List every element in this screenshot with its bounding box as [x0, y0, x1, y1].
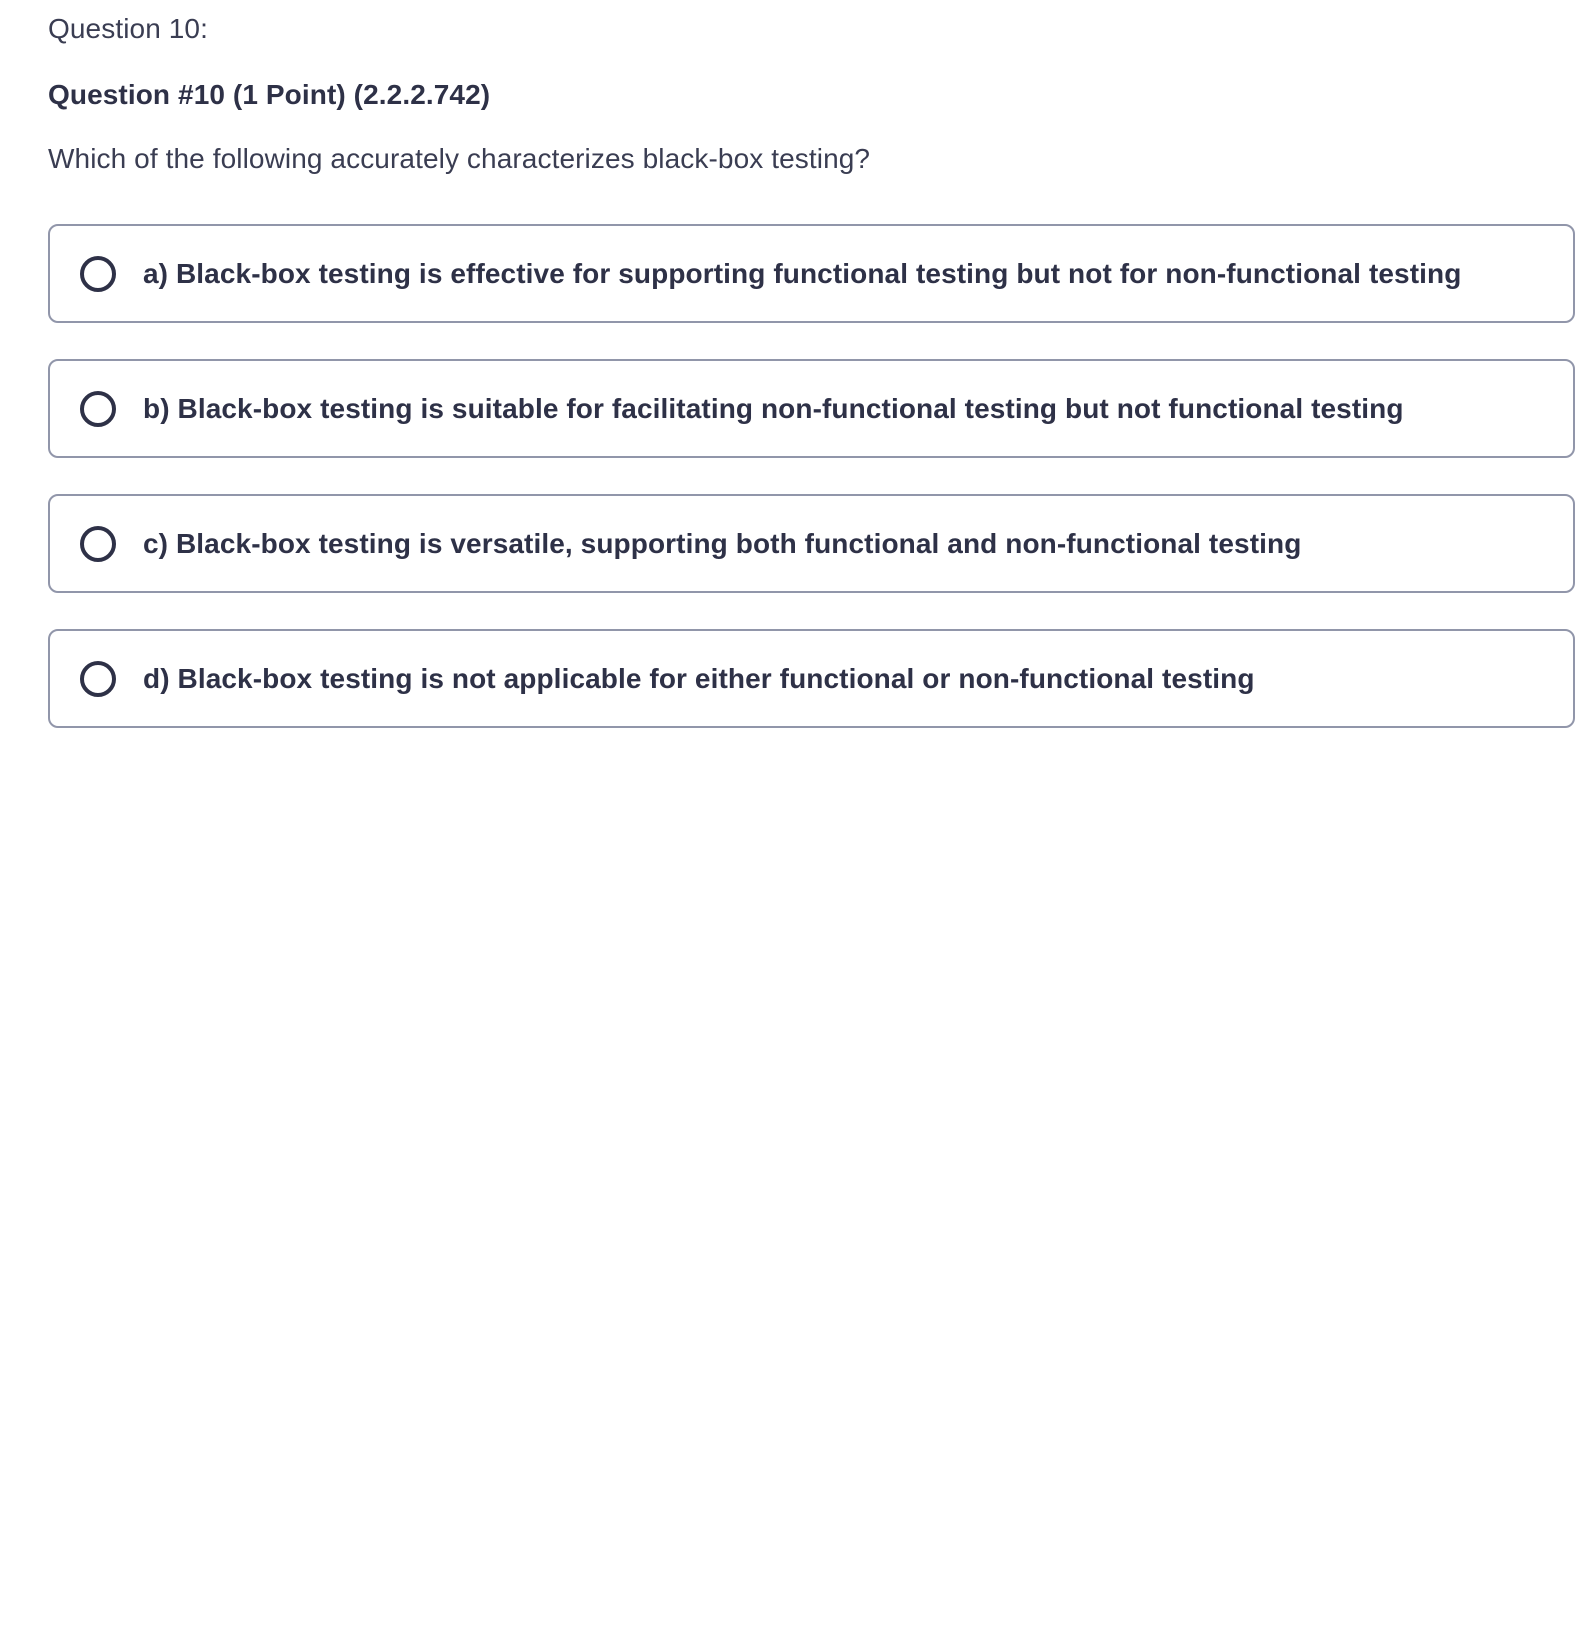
question-prompt: Which of the following accurately characterizes black-box testing?	[48, 143, 871, 174]
radio-button-icon[interactable]	[80, 526, 116, 562]
radio-button-icon[interactable]	[80, 256, 116, 292]
answer-option-label: a) Black-box testing is effective for supporting functional testing but not for non-functional testing	[143, 258, 1462, 289]
answer-option-label: b) Black-box testing is suitable for facilitating non-functional testing but not functional testing	[143, 393, 1404, 424]
answer-option-c[interactable]	[48, 494, 1575, 593]
answer-option-label: d) Black-box testing is not applicable for either functional or non-functional testing	[143, 663, 1255, 694]
question-number-heading: Question 10:	[48, 13, 208, 44]
answer-option-b[interactable]	[48, 359, 1575, 458]
answer-option-label: c) Black-box testing is versatile, supporting both functional and non-functional testing	[143, 528, 1302, 559]
answer-option-a[interactable]	[48, 224, 1575, 323]
answer-option-d[interactable]	[48, 629, 1575, 728]
radio-button-icon[interactable]	[80, 661, 116, 697]
answer-options-list	[48, 224, 1575, 728]
radio-button-icon[interactable]	[80, 391, 116, 427]
question-title: Question #10 (1 Point) (2.2.2.742)	[48, 79, 491, 110]
